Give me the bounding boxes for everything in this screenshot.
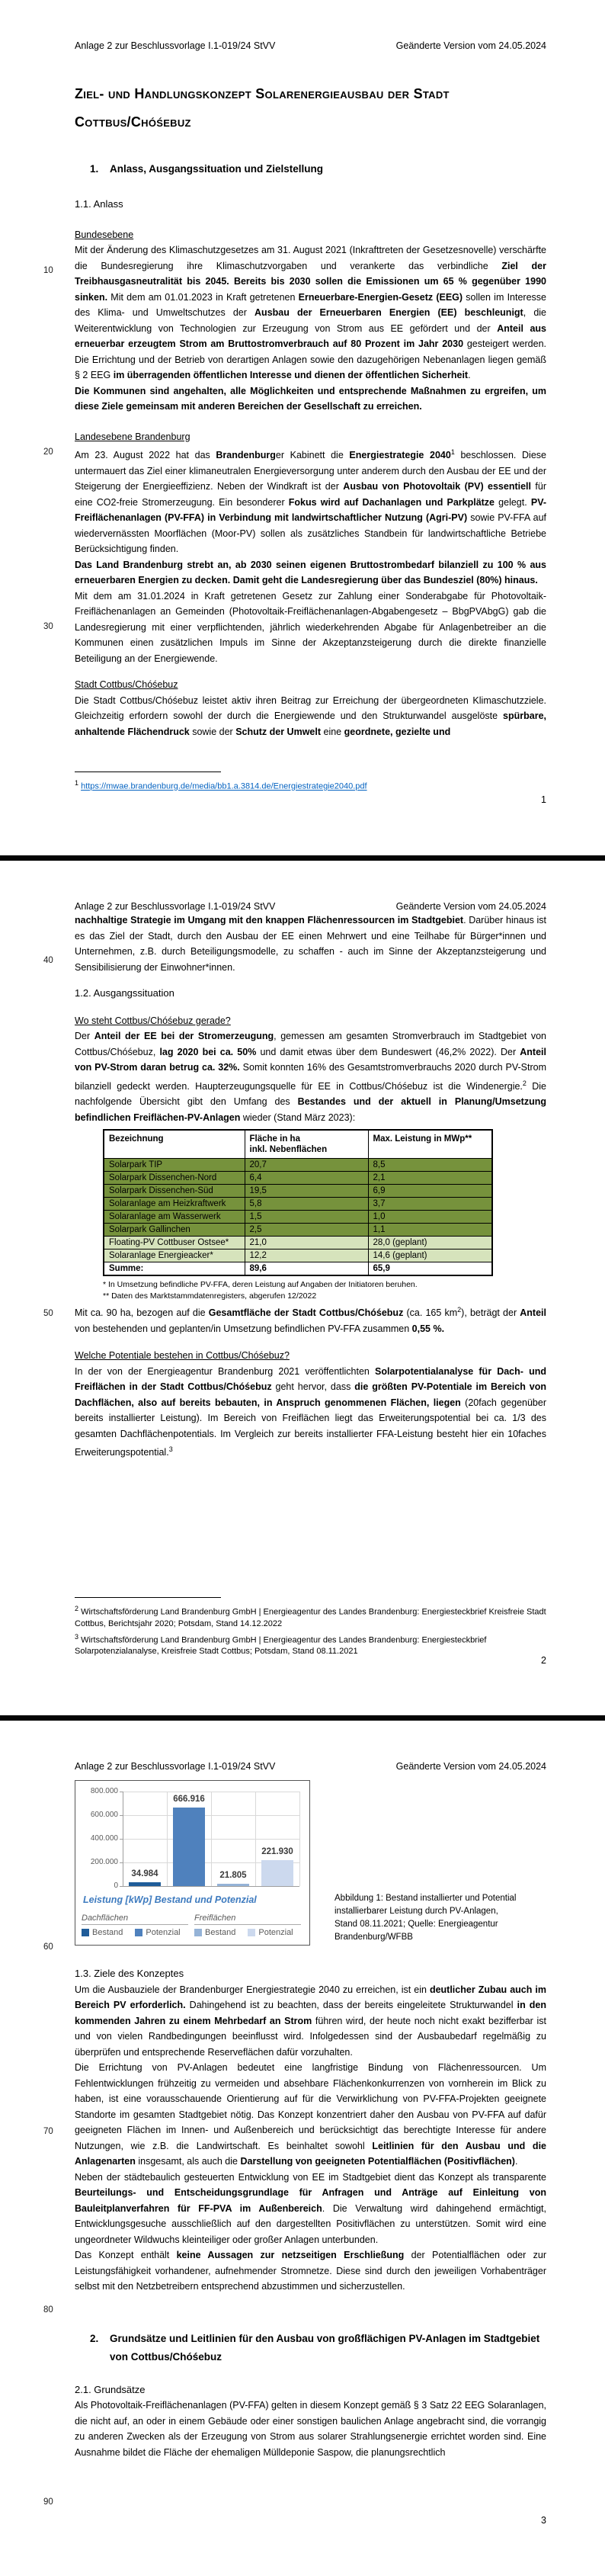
table-row xyxy=(104,1224,492,1237)
heading-2 xyxy=(75,2330,546,2366)
cell-power: 14,6 (geplant) xyxy=(368,1250,492,1262)
cell-area: 12,2 xyxy=(245,1250,368,1262)
paragraph-landesziel: Das Land Brandenburg strebt an, ab 2030 seinen eigenen Bruttostrombedarf bilanziell zu 100 % aus erneuerbaren Energien zu decken. Damit geht die Landesregierung über das Bundesziel (80%) hinaus. xyxy=(75,559,546,586)
page-header xyxy=(75,40,546,52)
line-number-60: 60 xyxy=(43,1942,53,1952)
paragraph-ziele-1: Um die Ausbauziele der Brandenburger Energiestrategie 2040 zu erreichen, ist ein deutlicher Zubau auch im Bereich PV erforderlich. Dahingehend ist zu beachten, dass der bereits eingeleitete Strukturwandel in den kommenden Jahren zu einem Mehrbedarf an Strom führen wird, der heute noch nicht exakt bezifferbar ist und von vielen Randbedingungen beeinflusst wird. Infolgedessen sind der Ausbaubedarf regelmäßig zu überprüfen und entsprechende Reserveflächen dafür vorzuhalten. xyxy=(75,1984,546,2058)
footnote-1 xyxy=(75,778,546,793)
footnote-area xyxy=(75,772,546,793)
paragraph-gesamtflaeche: Mit ca. 90 ha, bezogen auf die Gesamtfläche der Stadt Cottbus/Chóśebuz (ca. 165 $km^2$), beträgt der Anteil von bestehenden und geplanten/in Umsetzung befindlichen PV-FFA zusammen 0,55 %. xyxy=(75,1306,546,1334)
label-stadt: Stadt Cottbus/Chóśebuz xyxy=(75,679,178,691)
cell-name: Solarpark TIP xyxy=(104,1159,245,1172)
table-row xyxy=(104,1185,492,1198)
label-wo-steht: Wo steht Cottbus/Chóśebuz gerade? xyxy=(75,1015,231,1026)
paragraph-strategie: nachhaltige Strategie im Umgang mit den knappen Flächenressourcen im Stadtgebiet. Darüber hinaus ist es das Ziel der Stadt, durch den Ausbau der EE einen Mehrwert und eine Teilhabe für Bürger*innen und Unternehmen, z.B. durch Beteiligungsmodelle, zu schaffen - auch im Sinne der Akzeptanzsteigerung und Sensibilisierung der Einwohner*innen. xyxy=(75,915,546,973)
bar-freiflächen-potenzial xyxy=(261,1860,293,1886)
cell-name: Solaranlage Energieacker* xyxy=(104,1250,245,1262)
legend-group-dachflächen xyxy=(82,1914,188,1937)
header-right: Geänderte Version vom 24.05.2024 xyxy=(395,1761,546,1772)
pv-bar-chart xyxy=(75,1780,310,1946)
col-header-flaeche: Fläche in ha inkl. Nebenflächen xyxy=(245,1130,368,1159)
subheading-2-1: 2.1. Grundsätze xyxy=(75,2383,146,2395)
paragraph-grundsaetze: Als Photovoltaik-Freiflächenanlagen (PV-FFA) gelten in diesem Konzept gemäß § 3 Satz 22 EEG Solaranlagen, die nicht auf, an oder in einem Gebäude oder einer sonstigen baulichen Anlage angebracht sind, die vorrangig zu anderen Zwecken als der Erzeugung von Strom aus solarer Strahlungsenergie errichtet worden sind. Eine Ausnahme bildet die Fläche der ehemaligen Mülldeponie Saspow, die planungsrechtlich xyxy=(75,2400,546,2458)
paragraph-landesebene: Am 23. August 2022 hat das Brandenburger Kabinett die Energiestrategie 2040$^1$ beschlossen. Diese untermauert das Ziel einer klimaneutralen Energieversorgung unter anderem durch den Ausbau der EE und der Steigerung der Energieeffizienz. Neben der Windkraft ist der Ausbau von Photovoltaik (PV) essentiell für eine CO2-freie Stromerzeugung. Ein besonderer Fokus wird auf Dachanlagen und Parkplätze gelegt. PV-Freiflächenanlagen (PV-FFA) in Verbindung mit landwirtschaftlicher Nutzung (Agri-PV) sowie PV-FFA auf wiedervernässten Moorflächen (Moor-PV) sollen als zusätzliches Standbein für landwirtschaftliche Betriebe Berücksichtigung finden. xyxy=(75,448,547,555)
col-header-bezeichnung: Bezeichnung xyxy=(104,1130,245,1159)
table-row xyxy=(104,1159,492,1172)
label-potentiale: Welche Potentiale bestehen in Cottbus/Chóśebuz? xyxy=(75,1350,290,1362)
cell-power: 8,5 xyxy=(368,1159,492,1172)
table-row xyxy=(104,1237,492,1250)
header-left: Anlage 2 zur Beschlussvorlage I.1-019/24 StVV xyxy=(75,40,276,51)
bar-value-label: 666.916 xyxy=(173,1795,205,1804)
y-axis-label: 200.000 xyxy=(90,1858,118,1866)
cell-power: 65,9 xyxy=(368,1262,492,1276)
bar-value-label: 34.984 xyxy=(131,1869,158,1878)
document-title: Ziel- und Handlungskonzept Solarenergieausbau der Stadt Cottbus/Chóśebuz xyxy=(75,86,450,130)
cell-name: Solarpark Dissenchen-Nord xyxy=(104,1172,245,1185)
cell-area: 89,6 xyxy=(245,1262,368,1276)
paragraph-ziele-3: Neben der städtebaulich gesteuerten Entwicklung von EE im Stadtgebiet dient das Konzept als transparente Beurteilungs- und Entscheidungsgrundlage für Anfragen und Anträge auf Einleitung von Bauleitplanverfahren für FF-PVA im Außenbereich. Die Verwaltung wird dahingehend ermächtigt, Entwicklungsgesuche ausschließlich auf den dargestellten Positivflächen zu unterstützen. Somit wird eine ungeordneter Wildwuchs kleinteiliger oder großer Anlagen unterbunden. xyxy=(75,2171,546,2245)
subheading-1-2: 1.2. Ausgangssituation xyxy=(75,987,174,999)
paragraph-potential: In der von der Energieagentur Brandenburg 2021 veröffentlichten Solarpotentialanalyse für Dach- und Freiflächen in der Stadt Cottbus/Chóśebuz geht hervor, dass die größten PV-Potentiale im Bereich von Dachflächen, also auf bereits bebauten, in Anspruch genommenen Flächen, liegen (20fach gegenüber bereits installierter Leistung). Im Bereich von Freiflächen liegt das Erweiterungspotential bei ca. 1/3 des gesamten Dachflächenpotentials. Im Vergleich zur bereits installierter FFA-Leistung besteht hier ein 10faches Erweiterungspotential.$^3$ xyxy=(75,1365,547,1458)
page-2 xyxy=(0,861,605,1715)
cell-power: 3,7 xyxy=(368,1198,492,1211)
table-row xyxy=(104,1262,492,1276)
paragraph-anteil-ee: Der Anteil der EE bei der Stromerzeugung, gemessen am gesamten Stromverbrauch im Stadtgebiet von Cottbus/Chóśebuz, lag 2020 bei ca. 50% und damit etwas über dem Bundeswert (46,2% 2022). Der Anteil von PV-Strom daran betrug ca. 32%. Somit konnten 16% des Gesamtstromverbrauchs 2020 durch PV-Strom bilanziell gedeckt werden. Haupterzeugungsquelle für EE in Cottbus/Chóśebuz ist die Windenergie.$^2$ Die nachfolgende Übersicht gibt den Umfang des Bestandes und der aktuell in Planung/Umsetzung befindlichen Freiflächen-PV-Anlagen wieder (Stand März 2023): xyxy=(75,1031,546,1123)
page-separator xyxy=(0,855,605,861)
bar-dachflächen-bestand xyxy=(129,1882,161,1886)
legend-swatch-icon xyxy=(194,1929,202,1936)
header-left: Anlage 2 zur Beschlussvorlage I.1-019/24 StVV xyxy=(75,901,276,912)
cell-name: Solarpark Gallinchen xyxy=(104,1224,245,1237)
paragraph-kommunen: Die Kommunen sind angehalten, alle Möglichkeiten und entsprechende Maßnahmen zu ergreifen, um diese Ziele gemeinsam mit anderen Bereichen der Gesellschaft zu erreichen. xyxy=(75,385,546,412)
legend-swatch-icon xyxy=(248,1929,255,1936)
cell-area: 19,5 xyxy=(245,1185,368,1198)
line-number-30: 30 xyxy=(43,622,53,631)
bar-dachflächen-potenzial xyxy=(173,1808,205,1886)
page-header xyxy=(75,900,546,913)
cell-area: 1,5 xyxy=(245,1211,368,1224)
gridline-vertical xyxy=(299,1792,300,1886)
page-3 xyxy=(0,1721,605,2576)
label-bundesebene: Bundesebene xyxy=(75,229,134,240)
table-row xyxy=(104,1172,492,1185)
table-note-1: * In Umsetzung befindliche PV-FFA, deren Leistung auf Angaben der Initiatoren beruhen. xyxy=(103,1280,418,1290)
footnote-3: $^3$ Wirtschaftsförderung Land Brandenburg GmbH | Energieagentur des Landes Brandenburg: Energiesteckbrief Solarpotenzialanalyse, Kreisfreie Stadt Cottbus; Potsdam, Stand 08.11.2021 xyxy=(75,1632,487,1657)
line-number-80: 80 xyxy=(43,2305,53,2315)
line-number-40: 40 xyxy=(43,956,53,965)
paragraph-bundesebene: Mit der Änderung des Klimaschutzgesetzes am 31. August 2021 (Inkrafttreten der Gesetzesnovelle) verschärfte die Bundesregierung ihre Klimaschutzvorgaben und verankerte das verbindliche Ziel der Treibhausgasneutralität bis 2045. Bereits bis 2030 sollen die Emissionen um 65 % gegenüber 1990 sinken. Mit dem am 01.01.2023 in Kraft getretenen Erneuerbare-Energien-Gesetz (EEG) sollen im Interesse des Klima- und Umweltschutzes der Ausbau der Erneuerbaren Energien (EE) beschleunigt, die Weiterentwicklung von Technologien zur Erzeugung von Strom aus EE gefördert und der Anteil aus erneuerbar erzeugtem Strom am Bruttostromverbrauch auf 80 Prozent im Jahr 2030 gesteigert werden. Die Errichtung und der Betrieb von derartigen Anlagen sowie den dazugehörigen Nebenanlagen liegen gemäß § 2 EEG im überragenden öffentlichen Interesse und dienen der öffentlichen Sicherheit. xyxy=(75,245,547,380)
footnote-2: $^2$ Wirtschaftsförderung Land Brandenburg GmbH | Energieagentur des Landes Brandenburg: Energiesteckbrief Kreisfreie Stadt Cottbus, Berichtsjahr 2020; Potsdam, Stand 14.12.2022 xyxy=(75,1605,546,1628)
legend-item-potenzial: Potenzial xyxy=(135,1928,180,1937)
y-axis-label: 800.000 xyxy=(90,1787,118,1795)
footnote-1-marker: 1 xyxy=(75,779,79,787)
heading-1-label: Anlass, Ausgangssituation und Zielstellung xyxy=(110,163,324,175)
cell-power: 1,1 xyxy=(368,1224,492,1237)
solar-table-body xyxy=(104,1159,492,1276)
legend-swatch-icon xyxy=(82,1929,89,1936)
cell-area: 21,0 xyxy=(245,1237,368,1250)
label-landesebene: Landesebene Brandenburg xyxy=(75,431,190,442)
bar-freiflächen-bestand xyxy=(217,1884,249,1886)
paragraph-ziele-2: Die Errichtung von PV-Anlagen bedeutet eine langfristige Bindung von Flächenressourcen. Um Fehlentwicklungen frühzeitig zu vermeiden und absehbare Flächenkonkurrenzen von vornherein im Blick zu haben, ist eine vorausschauende Orientierung auf für die Verwirklichung von PV-FFA-Projekten geeignete Standorte im gesamten Stadtgebiet nötig. Das Konzept konzentriert daher den Ausbau von PV-FFA auf dafür geeigneten Flächen im Innen- und Außenbereich und berücksichtigt das berechtigte Interesse für andere Nutzungen, wie z.B. die Landwirtschaft. Es beinhaltet sowohl Leitlinien für den Ausbau und die Anlagenarten insgesamt, als auch die Darstellung von geeigneten Potentialflächen (Positivflächen). xyxy=(75,2062,546,2167)
cell-power: 2,1 xyxy=(368,1172,492,1185)
header-left: Anlage 2 zur Beschlussvorlage I.1-019/24 StVV xyxy=(75,1761,276,1772)
subheading-1-3: 1.3. Ziele des Konzeptes xyxy=(75,1968,184,1979)
footnote-separator xyxy=(75,1597,221,1598)
bar-value-label: 21.805 xyxy=(219,1871,247,1880)
table-row xyxy=(104,1198,492,1211)
paragraph-abgabegesetz: Mit dem am 31.01.2024 in Kraft getretenen Gesetz zur Zahlung einer Sonderabgabe für Photovoltaik-Freiflächenanlagen an Gemeinden (Photovoltaik-Freiflächenanlagen-Abgabengesetz – BbgPVAbgG) gab die Landesregierung mit einer verpflichtenden, jährlich wiederkehrenden Abgabe für Anlagenbetreiber an die Kommunen einen zusätzlichen Impuls im Sinne der Akzeptanzsteigerung durch die direkte finanzielle Beteiligung an der Energiewende. xyxy=(75,590,546,664)
cell-area: 6,4 xyxy=(245,1172,368,1185)
cell-name: Solaranlage am Heizkraftwerk xyxy=(104,1198,245,1211)
page-number-3: 3 xyxy=(541,2515,546,2526)
line-number-90: 90 xyxy=(43,2497,53,2507)
table-row xyxy=(104,1250,492,1262)
cell-name: Summe: xyxy=(104,1262,245,1276)
line-number-20: 20 xyxy=(43,448,53,457)
legend-group-title: Dachflächen xyxy=(82,1914,188,1925)
header-right: Geänderte Version vom 24.05.2024 xyxy=(395,901,546,912)
cell-area: 2,5 xyxy=(245,1224,368,1237)
axis-tick xyxy=(120,1886,123,1887)
bar-value-label: 221.930 xyxy=(261,1847,293,1856)
table-note-2: ** Daten des Marktstammdatenregisters, abgerufen 12/2022 xyxy=(103,1291,317,1301)
footnote-1-link[interactable]: https://mwae.brandenburg.de/media/bb1.a.3814.de/Energiestrategie2040.pdf xyxy=(81,781,367,791)
cell-name: Floating-PV Cottbuser Ostsee* xyxy=(104,1237,245,1250)
heading-1 xyxy=(75,162,546,177)
cell-power: 1,0 xyxy=(368,1211,492,1224)
page-1 xyxy=(0,0,605,855)
y-axis-label: 600.000 xyxy=(90,1811,118,1819)
cell-name: Solaranlage am Wasserwerk xyxy=(104,1211,245,1224)
legend-item-bestand: Bestand xyxy=(82,1928,123,1937)
subheading-1-1: 1.1. Anlass xyxy=(75,198,123,210)
y-axis-label: 0 xyxy=(114,1881,118,1890)
legend-item-potenzial: Potenzial xyxy=(248,1928,293,1937)
table-header-row xyxy=(104,1130,492,1159)
line-number-50: 50 xyxy=(43,1309,53,1318)
y-axis-label: 400.000 xyxy=(90,1834,118,1843)
legend-item-bestand: Bestand xyxy=(194,1928,235,1937)
page-header xyxy=(75,1760,546,1772)
cell-area: 20,7 xyxy=(245,1159,368,1172)
cell-area: 5,8 xyxy=(245,1198,368,1211)
col-header-leistung: Max. Leistung in MWp** xyxy=(368,1130,492,1159)
heading-2-label: Grundsätze und Leitlinien für den Ausbau von großflächigen PV-Anlagen im Stadtgebiet von Cottbus/Chóśebuz xyxy=(110,2332,540,2363)
figure-caption: Abbildung 1: Bestand installierter und Potential installierbarer Leistung durch PV-Anlagen, Stand 08.11.2021; Quelle: Energieagentur Brandenburg/WFBB xyxy=(335,1894,517,1942)
cell-power: 6,9 xyxy=(368,1185,492,1198)
legend-group-freiflächen xyxy=(194,1914,301,1937)
cell-power: 28,0 (geplant) xyxy=(368,1237,492,1250)
line-number-70: 70 xyxy=(43,2127,53,2136)
legend-group-title: Freiflächen xyxy=(194,1914,301,1925)
cell-name: Solarpark Dissenchen-Süd xyxy=(104,1185,245,1198)
paragraph-stadt: Die Stadt Cottbus/Chóśebuz leistet aktiv ihren Beitrag zur Erreichung der übergeordneten Klimaschutzziele. Gleichzeitig erfordern sowohl der durch die Energiewende und den Strukturwandel ausgelöste spürbare, anhaltende Flächendruck sowie der Schutz der Umwelt eine geordnete, gezielte und xyxy=(75,695,546,737)
footnote-area xyxy=(75,1597,546,1657)
page-separator xyxy=(0,1715,605,1721)
line-number-10: 10 xyxy=(43,266,53,275)
figure-1-row xyxy=(75,1780,546,1946)
heading-2-number: 2. xyxy=(90,2332,99,2344)
table-row xyxy=(104,1211,492,1224)
table-notes xyxy=(103,1279,546,1302)
gridline xyxy=(123,1886,299,1887)
solar-plants-table xyxy=(103,1129,493,1276)
legend-swatch-icon xyxy=(135,1929,142,1936)
header-right: Geänderte Version vom 24.05.2024 xyxy=(395,40,546,51)
heading-1-number: 1. xyxy=(90,163,99,175)
page-number-1: 1 xyxy=(541,794,546,805)
chart-title: Leistung [kWp] Bestand und Potenzial xyxy=(83,1894,257,1905)
paragraph-ziele-4: Das Konzept enthält keine Aussagen zur netzseitigen Erschließung der Potentialflächen oder zur Leistungsfähigkeit vorhandener, aufnehmender Stromnetze. Diese sind durch den jeweiligen Vorhabenträger selbst mit den Netzbetreibern entsprechend abzustimmen und sicherzustellen. xyxy=(75,2250,547,2292)
page-number-2: 2 xyxy=(541,1655,546,1666)
